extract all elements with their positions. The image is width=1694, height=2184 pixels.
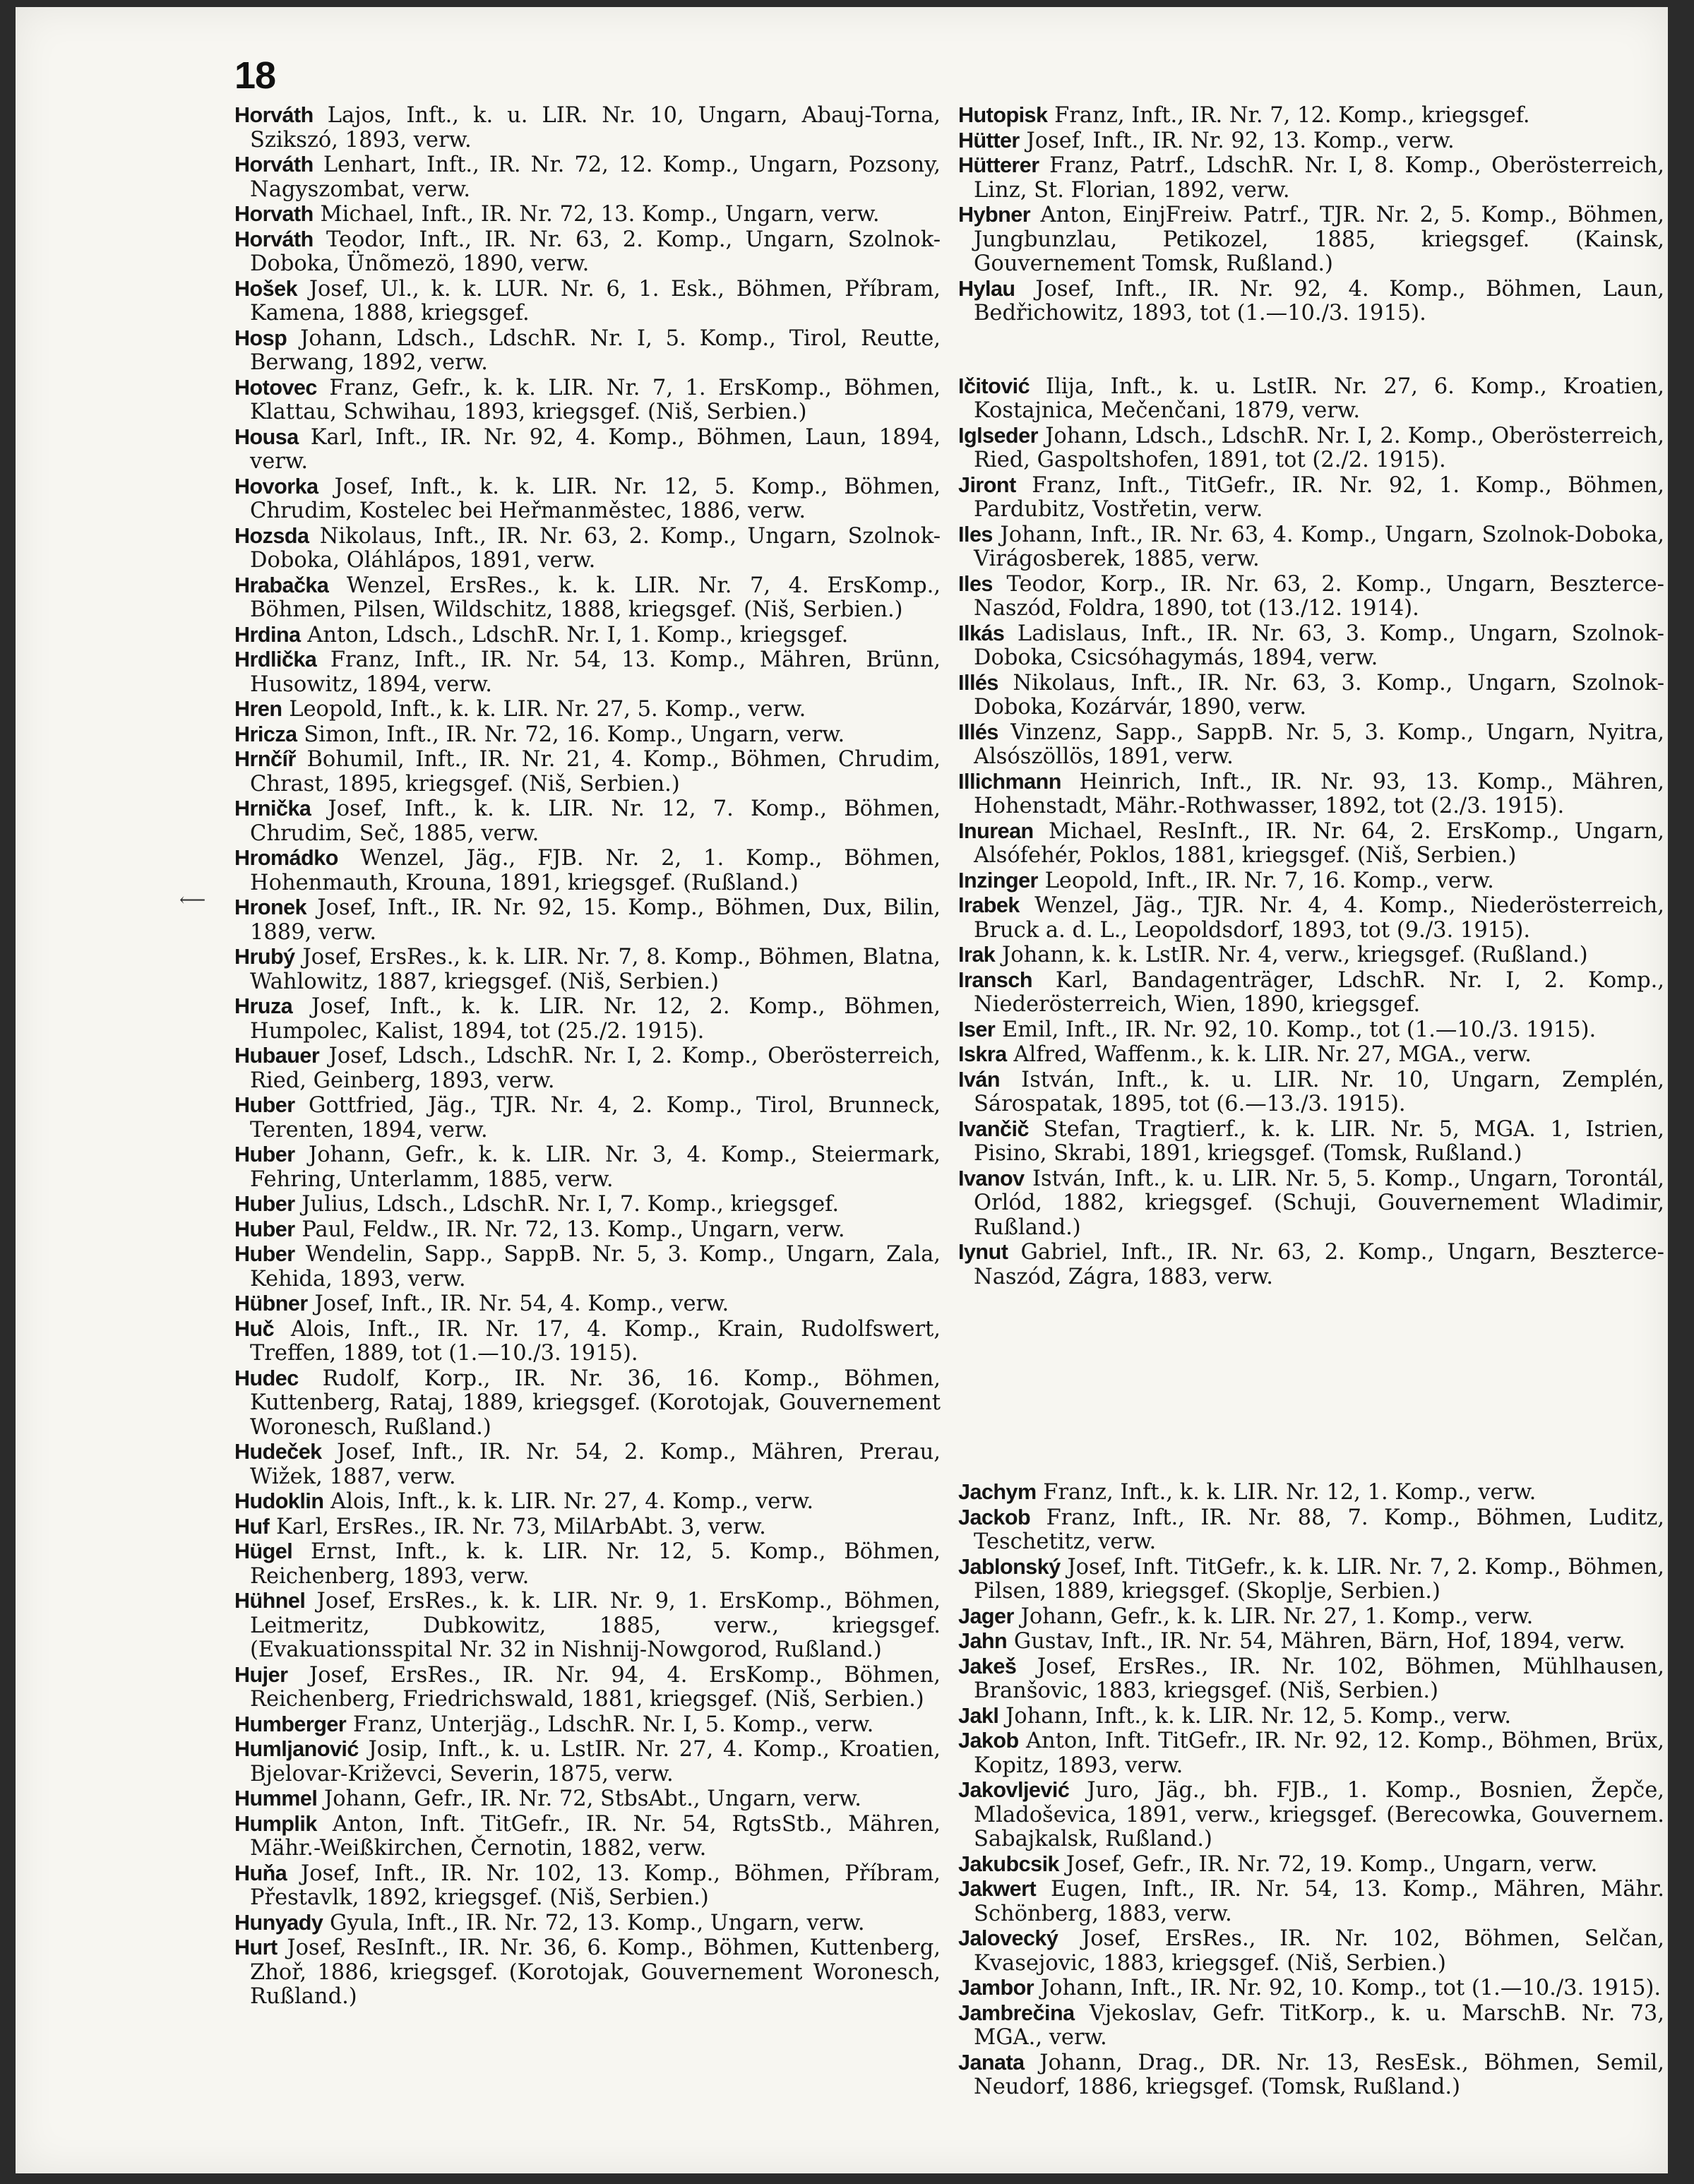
roll-entry [234,1911,941,1936]
entry-surname: Huňa [234,1861,287,1885]
entry-surname: Hujer [234,1662,288,1687]
roll-entry [234,1142,941,1192]
entry-surname: Jachym [958,1480,1037,1504]
roll-entry [958,277,1664,326]
entry-details: Johann, k. k. LstIR. Nr. 4, verw., kriegsgef. (Rußland.) [995,943,1588,967]
roll-entry [234,945,941,994]
page-number: 18 [234,54,276,97]
entry-surname: Ivanov [958,1166,1025,1191]
entry-details: Johann, Inft., IR. Nr. 63, 4. Komp., Ungarn, Szolnok-Doboka, Virágosberek, 1885, verw. [974,522,1664,571]
entry-surname: Iskra [958,1042,1007,1066]
roll-entry [958,2001,1664,2051]
entry-details: Josef, Inft., IR. Nr. 92, 15. Komp., Böhmen, Dux, Bilin, 1889, verw. [250,895,941,945]
entry-surname: Irabek [958,893,1020,917]
entry-surname: Hübner [234,1291,308,1315]
entry-surname: Hronek [234,895,307,919]
entry-surname: Iles [958,571,993,596]
entry-details: Anton, Ldsch., LdschR. Nr. I, 1. Komp., kriegsgef. [300,622,849,648]
entry-surname: Iynut [958,1240,1008,1264]
margin-arrow-mark: ⟵ [179,890,206,911]
entry-details: Josef, Inft., IR. Nr. 54, 4. Komp., verw. [307,1291,729,1316]
roll-entry [958,473,1664,523]
roll-entry [234,1712,941,1738]
roll-entry [234,1663,941,1712]
entry-details: István, Inft., k. u. LIR. Nr. 5, 5. Komp., Ungarn, Torontál, Orlód, 1882, kriegsgef. (Schuji, Gouvernement Wladimir, Rußland.) [974,1166,1664,1240]
entry-details: Josef, Inft., IR. Nr. 102, 13. Komp., Böhmen, Příbram, Přestavlk, 1892, kriegsgef. (Niš, Serbien.) [250,1861,941,1910]
entry-details: Karl, ErsRes., IR. Nr. 73, MilArbAbt. 3, verw. [269,1514,766,1539]
entry-surname: Hromádko [234,846,338,870]
entry-surname: Jakubcsik [958,1851,1060,1876]
roll-entry [234,202,941,227]
roll-entry [234,1242,941,1291]
entry-surname: Iván [958,1067,1001,1092]
entry-details: Franz, Inft., TitGefr., IR. Nr. 92, 1. Komp., Böhmen, Pardubitz, Vostřetin, verw. [974,472,1664,522]
roll-entry [234,1093,941,1142]
roll-entry [234,1440,941,1489]
entry-surname: Hozsda [234,523,309,548]
entry-surname: Hybner [958,203,1031,227]
roll-entry [958,1704,1664,1729]
roll-entry [958,1877,1664,1926]
roll-entry [958,770,1664,819]
entry-details: Franz, Patrf., LdschR. Nr. I, 8. Komp., Oberösterreich, Linz, St. Florian, 1892, verw. [974,153,1664,203]
entry-details: Michael, Inft., IR. Nr. 72, 13. Komp., Ungarn, verw. [313,202,880,227]
left-column [234,103,941,2010]
entry-surname: Inzinger [958,868,1038,893]
entry-details: Josef, Inft., IR. Nr. 92, 4. Komp., Böhmen, Laun, Bedřichowitz, 1893, tot (1.—10./3. 1915). [974,276,1664,326]
roll-entry [234,1317,941,1366]
roll-entry [234,994,941,1044]
entry-details: Simon, Inft., IR. Nr. 72, 16. Komp., Ungarn, verw. [297,722,845,747]
entry-surname: Illés [958,670,998,695]
entry-details: Josef, Ldsch., LdschR. Nr. I, 2. Komp., Oberösterreich, Ried, Geinberg, 1893, verw. [250,1044,941,1093]
entry-details: Rudolf, Korp., IR. Nr. 36, 16. Komp., Böhmen, Kuttenberg, Rataj, 1889, kriegsgef. (Korotojak, Gouvernement Woronesch, Rußland.) [250,1366,941,1440]
entry-surname: Hrnčíř [234,747,296,771]
entry-details: Johann, Gefr., IR. Nr. 72, StbsAbt., Ungarn, verw. [317,1786,861,1811]
roll-entry [234,722,941,748]
roll-entry [234,425,941,475]
entry-details: Anton, Inft. TitGefr., IR. Nr. 54, RgtsStb., Mähren, Mähr.-Weißkirchen, Černotin, 1882, verw. [250,1811,941,1861]
entry-surname: Hudec [234,1366,299,1390]
entry-details: Vjekoslav, Gefr. TitKorp., k. u. MarschB. Nr. 73, MGA., verw. [974,2000,1664,2050]
entry-details: Lajos, Inft., k. u. LIR. Nr. 10, Ungarn, Abauj-Torna, Szikszó, 1893, verw. [250,103,941,153]
entry-surname: Hrnička [234,796,311,821]
entry-details: Teodor, Korp., IR. Nr. 63, 2. Komp., Ungarn, Beszterce-Naszód, Foldra, 1890, tot (13./12. 1914). [974,571,1664,621]
roll-entry [958,1852,1664,1878]
entry-details: Josef, Ul., k. k. LUR. Nr. 6, 1. Esk., Böhmen, Příbram, Kamena, 1888, kriegsgef. [250,276,941,326]
entry-details: Franz, Inft., k. k. LIR. Nr. 12, 1. Komp., verw. [1036,1480,1537,1505]
entry-details: Josef, Inft., k. k. LIR. Nr. 12, 5. Komp., Böhmen, Chrudim, Kostelec bei Heřmanměstec, 1886, verw. [250,474,941,523]
section-gap [958,1289,1664,1480]
entry-surname: Jackob [958,1505,1031,1529]
entry-surname: Huber [234,1217,295,1241]
roll-entry [234,326,941,376]
roll-entry [958,1042,1664,1068]
entry-surname: Hrdina [234,622,301,647]
roll-entry [234,227,941,277]
entry-surname: Horváth [234,153,314,177]
roll-entry [958,893,1664,943]
entry-details: Johann, Inft., IR. Nr. 92, 10. Komp., tot (1.—10./3. 1915). [1034,1976,1662,2000]
roll-entry [958,720,1664,770]
roll-entry [958,1505,1664,1555]
entry-surname: Ilkás [958,621,1005,645]
roll-entry [958,1604,1664,1630]
entry-details: Alois, Inft., k. k. LIR. Nr. 27, 4. Komp., verw. [323,1489,814,1514]
entry-surname: Hrabačka [234,573,329,597]
entry-details: Franz, Unterjäg., LdschR. Nr. I, 5. Komp., verw. [346,1712,874,1737]
entry-surname: Janata [958,2050,1025,2075]
roll-entry [234,895,941,945]
entry-surname: Iglseder [958,423,1038,448]
entry-details: Gabriel, Inft., IR. Nr. 63, 2. Komp., Ungarn, Beszterce-Naszód, Zágra, 1883, verw. [974,1240,1664,1289]
entry-surname: Huč [234,1316,275,1341]
entry-details: Josef, ResInft., IR. Nr. 36, 6. Komp., Böhmen, Kuttenberg, Zhoř, 1886, kriegsgef. (Korotojak, Gouvernement Woronesch, Rußland.) [250,1935,941,2009]
roll-entry [958,153,1664,203]
entry-surname: Hruza [234,994,293,1018]
entry-surname: Illichmann [958,769,1061,794]
entry-surname: Jakeš [958,1654,1017,1678]
entry-details: Josef, Gefr., IR. Nr. 72, 19. Komp., Ungarn, verw. [1059,1851,1598,1877]
roll-entry [234,1515,941,1540]
entry-surname: Hühnel [234,1589,306,1613]
entry-surname: Hummel [234,1786,318,1810]
roll-entry [234,1812,941,1861]
roll-entry [958,1778,1664,1852]
entry-details: Lenhart, Inft., IR. Nr. 72, 12. Komp., Ungarn, Pozsony, Nagyszombat, verw. [250,153,941,202]
entry-surname: Illés [958,720,998,744]
entry-surname: Jakl [958,1703,999,1728]
roll-entry [958,1117,1664,1166]
roll-entry [234,846,941,895]
entry-details: Josef, ErsRes., IR. Nr. 102, Böhmen, Selčan, Kvasejovic, 1883, kriegsgef. (Niš, Serbien.) [974,1926,1664,1976]
roll-entry [234,1366,941,1440]
entry-surname: Hren [234,697,282,721]
roll-entry [234,1861,941,1911]
entry-surname: Hubauer [234,1044,320,1068]
roll-entry [234,1589,941,1663]
entry-surname: Hrubý [234,945,295,969]
entry-details: Franz, Inft., IR. Nr. 54, 13. Komp., Mähren, Brünn, Husowitz, 1894, verw. [250,648,941,697]
roll-entry [958,1068,1664,1117]
entry-surname: Huber [234,1142,295,1166]
roll-entry [234,1192,941,1217]
section-gap [958,326,1664,374]
entry-surname: Ičitović [958,374,1030,398]
roll-entry [234,376,941,425]
entry-surname: Hudoklin [234,1489,324,1513]
entry-details: Josef, ErsRes., k. k. LIR. Nr. 7, 8. Komp., Böhmen, Blatna, Wahlowitz, 1887, kriegsgef. (Niš, Serbien.) [250,945,941,994]
roll-entry [958,103,1664,129]
roll-entry [234,1044,941,1093]
entry-details: Johann, Ldsch., LdschR. Nr. I, 5. Komp., Tirol, Reutte, Berwang, 1892, verw. [250,326,941,375]
entry-details: Wenzel, ErsRes., k. k. LIR. Nr. 7, 4. ErsKomp., Böhmen, Pilsen, Wildschitz, 1888, kriegsgef. (Niš, Serbien.) [250,573,941,622]
entry-surname: Hovorka [234,474,318,499]
roll-entry [958,943,1664,968]
section-i [958,374,1664,1290]
entry-surname: Hudeček [234,1440,322,1464]
entry-surname: Jahn [958,1629,1008,1653]
entry-details: Heinrich, Inft., IR. Nr. 93, 13. Komp., Mähren, Hohenstadt, Mähr.-Rothwasser, 1892, tot (2./3. 1915). [974,769,1664,818]
entry-details: Karl, Inft., IR. Nr. 92, 4. Komp., Böhmen, Laun, 1894, verw. [250,424,941,474]
entry-details: Leopold, Inft., k. k. LIR. Nr. 27, 5. Komp., verw. [282,697,806,722]
roll-entry [234,697,941,722]
entry-surname: Huf [234,1514,270,1539]
entry-surname: Hügel [234,1539,293,1563]
roll-entry [234,1489,941,1515]
entry-surname: Jakwert [958,1877,1037,1901]
entry-surname: Hosp [234,326,287,350]
roll-entry [958,1240,1664,1289]
entry-surname: Iles [958,522,993,547]
entry-surname: Hošek [234,276,298,301]
entry-surname: Irak [958,943,996,967]
roll-entry [234,1291,941,1317]
roll-entry [234,475,941,524]
entry-details: Johann, Drag., DR. Nr. 13, ResEsk., Böhmen, Semil, Neudorf, 1886, kriegsgef. (Tomsk, Rußland.) [974,2050,1664,2099]
entry-surname: Hrdlička [234,648,317,672]
roll-entry [958,1018,1664,1043]
entry-details: Josef, Inft., IR. Nr. 92, 13. Komp., verw. [1019,128,1455,153]
roll-entry [958,1555,1664,1604]
entry-details: Vinzenz, Sapp., SappB. Nr. 5, 3. Komp., Ungarn, Nyitra, Alsószöllös, 1891, verw. [974,720,1664,769]
document-page [16,7,1668,2173]
entry-details: Josef, ErsRes., IR. Nr. 102, Böhmen, Mühlhausen, Branšovic, 1883, kriegsgef. (Niš, Serbien.) [974,1654,1664,1703]
entry-details: Stefan, Tragtierf., k. k. LIR. Nr. 5, MGA. 1, Istrien, Pisino, Skrabi, 1891, kriegsgef. (Tomsk, Rußland.) [974,1116,1664,1166]
roll-entry [234,623,941,648]
entry-details: Wenzel, Jäg., TJR. Nr. 4, 4. Komp., Niederösterreich, Bruck a. d. L., Leopoldsdorf, 1893, tot (9./3. 1915). [974,893,1664,943]
entry-surname: Jambrečina [958,2000,1075,2025]
entry-surname: Jiront [958,472,1016,497]
roll-entry [958,523,1664,572]
entry-details: Gottfried, Jäg., TJR. Nr. 4, 2. Komp., Tirol, Brunneck, Terenten, 1894, verw. [250,1093,941,1142]
entry-surname: Ivančič [958,1116,1029,1141]
entry-surname: Humplik [234,1811,317,1836]
entry-details: Ernst, Inft., k. k. LIR. Nr. 12, 5. Komp., Böhmen, Reichenberg, 1893, verw. [250,1539,941,1589]
entry-details: Franz, Gefr., k. k. LIR. Nr. 7, 1. ErsKomp., Böhmen, Klattau, Schwihau, 1893, kriegsgef. (Niš, Serbien.) [250,375,941,424]
roll-entry [958,1629,1664,1654]
roll-entry [234,796,941,846]
entry-surname: Hotovec [234,375,317,400]
entry-details: Eugen, Inft., IR. Nr. 54, 13. Komp., Mähren, Mähr. Schönberg, 1883, verw. [974,1877,1664,1926]
roll-entry [958,819,1664,869]
entry-details: István, Inft., k. u. LIR. Nr. 10, Ungarn, Zemplén, Sárospatak, 1895, tot (6.—13./3. 1915). [974,1067,1664,1116]
entry-surname: Humljanović [234,1737,359,1761]
roll-entry [958,1166,1664,1241]
roll-entry [234,648,941,697]
entry-details: Anton, EinjFreiw. Patrf., TJR. Nr. 2, 5. Komp., Böhmen, Jungbunzlau, Petikozel, 1885, kriegsgef. (Kainsk, Gouvernement Tomsk, Rußland.) [974,203,1664,276]
entry-details: Franz, Inft., IR. Nr. 7, 12. Komp., kriegsgef. [1047,103,1530,128]
roll-entry [958,374,1664,424]
roll-entry [234,103,941,153]
entry-surname: Jakovljević [958,1778,1070,1802]
entry-details: Karl, Bandagenträger, LdschR. Nr. I, 2. Komp., Niederösterreich, Wien, 1890, kriegsgef. [974,967,1664,1017]
entry-details: Emil, Inft., IR. Nr. 92, 10. Komp., tot (1.—10./3. 1915). [995,1017,1597,1042]
entry-surname: Iser [958,1017,996,1042]
roll-entry [234,1935,941,2010]
roll-entry [958,1729,1664,1778]
roll-entry [958,129,1664,154]
entry-surname: Jakob [958,1729,1019,1753]
entry-details: Wenzel, Jäg., FJB. Nr. 2, 1. Komp., Böhmen, Hohenmauth, Krouna, 1891, kriegsgef. (Rußland.) [250,846,941,895]
roll-entry [958,1654,1664,1704]
entry-details: Josef, ErsRes., IR. Nr. 94, 4. ErsKomp., Böhmen, Reichenberg, Friedrichswald, 1881, kriegsgef. (Niš, Serbien.) [250,1662,941,1712]
entry-surname: Jalovecký [958,1926,1058,1950]
entry-surname: Inurean [958,818,1034,843]
entry-details: Anton, Inft. TitGefr., IR. Nr. 92, 12. Komp., Böhmen, Brüx, Kopitz, 1893, verw. [974,1729,1664,1778]
entry-surname: Hunyady [234,1910,323,1935]
right-column [958,103,1664,2100]
entry-details: Bohumil, Inft., IR. Nr. 21, 4. Komp., Böhmen, Chrudim, Chrast, 1895, kriegsgef. (Niš, Serbien.) [250,747,941,796]
entry-surname: Iransch [958,967,1032,992]
section-h-continued [958,103,1664,326]
entry-details: Alois, Inft., IR. Nr. 17, 4. Komp., Krain, Rudolfswert, Treffen, 1889, tot (1.—10./3. 1915). [250,1316,941,1366]
entry-details: Johann, Gefr., k. k. LIR. Nr. 3, 4. Komp., Steiermark, Fehring, Unterlamm, 1885, verw. [250,1142,941,1192]
entry-surname: Hricza [234,722,297,746]
entry-surname: Jablonský [958,1554,1061,1579]
entry-details: Franz, Inft., IR. Nr. 88, 7. Komp., Böhmen, Luditz, Teschetitz, verw. [974,1505,1664,1554]
entry-surname: Housa [234,424,299,449]
roll-entry [958,869,1664,894]
entry-details: Ilija, Inft., k. u. LstIR. Nr. 27, 6. Komp., Kroatien, Kostajnica, Mečenčani, 1879, verw. [974,374,1664,423]
section-j [958,1480,1664,2100]
roll-entry [958,621,1664,671]
roll-entry [958,1480,1664,1505]
roll-entry [958,1926,1664,1976]
entry-surname: Jager [958,1604,1014,1628]
entry-details: Josef, Inft. TitGefr., k. k. LIR. Nr. 7, 2. Komp., Böhmen, Pilsen, 1889, kriegsgef. (Skoplje, Serbien.) [974,1554,1664,1604]
roll-entry [958,203,1664,277]
roll-entry [958,671,1664,720]
entry-surname: Jambor [958,1976,1034,2000]
entry-details: Josef, Inft., k. k. LIR. Nr. 12, 7. Komp., Böhmen, Chrudim, Seč, 1885, verw. [250,796,941,846]
entry-details: Teodor, Inft., IR. Nr. 63, 2. Komp., Ungarn, Szolnok-Doboka, Ünõmezö, 1890, verw. [250,227,941,276]
roll-entry [234,277,941,326]
roll-entry [958,424,1664,473]
entry-surname: Humberger [234,1712,347,1736]
roll-entry [234,1786,941,1812]
entry-surname: Hurt [234,1935,278,1959]
roll-entry [958,968,1664,1018]
entry-details: Wendelin, Sapp., SappB. Nr. 5, 3. Komp., Ungarn, Zala, Kehida, 1893, verw. [250,1242,941,1291]
roll-entry [234,153,941,202]
entry-surname: Horváth [234,227,314,251]
entry-surname: Huber [234,1242,295,1266]
entry-surname: Horváth [234,103,314,127]
entry-surname: Hutopisk [958,103,1048,127]
entry-surname: Huber [234,1192,295,1216]
roll-entry [234,1737,941,1786]
entry-details: Josef, Inft., k. k. LIR. Nr. 12, 2. Komp., Böhmen, Humpolec, Kalist, 1894, tot (25./2. 1915). [250,994,941,1044]
roll-entry [958,572,1664,621]
entry-details: Johann, Inft., k. k. LIR. Nr. 12, 5. Komp., verw. [998,1703,1512,1729]
entry-details: Johann, Ldsch., LdschR. Nr. I, 2. Komp., Oberösterreich, Ried, Gaspoltshofen, 1891, tot (2./2. 1915). [974,423,1664,472]
entry-details: Leopold, Inft., IR. Nr. 7, 16. Komp., verw. [1037,868,1494,893]
roll-entry [234,524,941,573]
entry-details: Juro, Jäg., bh. FJB., 1. Komp., Bosnien, Žepče, Mladoševica, 1891, verw., kriegsgef. (Berecowka, Gouvernem. Sabajkalsk, Rußland.) [974,1778,1664,1851]
roll-entry [234,1217,941,1243]
entry-details: Julius, Ldsch., LdschR. Nr. I, 7. Komp., kriegsgef. [294,1192,840,1217]
entry-surname: Huber [234,1093,295,1117]
entry-surname: Hütter [958,128,1020,153]
entry-surname: Horvath [234,202,314,226]
entry-details: Paul, Feldw., IR. Nr. 72, 13. Komp., Ungarn, verw. [294,1217,845,1242]
entry-details: Gustav, Inft., IR. Nr. 54, Mähren, Bärn, Hof, 1894, verw. [1007,1629,1626,1654]
entry-details: Alfred, Waffenm., k. k. LIR. Nr. 27, MGA., verw. [1006,1042,1532,1067]
entry-details: Josip, Inft., k. u. LstIR. Nr. 27, 4. Komp., Kroatien, Bjelovar-Križevci, Severin, 1875, verw. [250,1737,941,1786]
entry-details: Ladislaus, Inft., IR. Nr. 63, 3. Komp., Ungarn, Szolnok-Doboka, Csicsóhagymás, 1894, verw. [974,621,1664,670]
entry-details: Johann, Gefr., k. k. LIR. Nr. 27, 1. Komp., verw. [1013,1604,1534,1629]
roll-entry [958,1976,1664,2001]
entry-details: Gyula, Inft., IR. Nr. 72, 13. Komp., Ungarn, verw. [323,1910,865,1935]
entry-details: Michael, ResInft., IR. Nr. 64, 2. ErsKomp., Ungarn, Alsófehér, Poklos, 1881, kriegsgef. (Niš, Serbien.) [974,818,1664,868]
entry-details: Nikolaus, Inft., IR. Nr. 63, 3. Komp., Ungarn, Szolnok-Doboka, Kozárvár, 1890, verw. [974,670,1664,720]
roll-entry [234,1539,941,1589]
entry-surname: Hütterer [958,153,1039,177]
roll-entry [234,747,941,796]
entry-details: Josef, ErsRes., k. k. LIR. Nr. 9, 1. ErsKomp., Böhmen, Leitmeritz, Dubkowitz, 1885, verw., kriegsgef. (Evakuationsspital Nr. 32 in Nishnij-Nowgorod, Rußland.) [250,1589,941,1662]
roll-entry [234,573,941,623]
entry-details: Nikolaus, Inft., IR. Nr. 63, 2. Komp., Ungarn, Szolnok-Doboka, Oláhlápos, 1891, verw. [250,523,941,573]
roll-entry [958,2051,1664,2100]
entry-surname: Hylau [958,276,1015,301]
entry-details: Josef, Inft., IR. Nr. 54, 2. Komp., Mähren, Prerau, Wižek, 1887, verw. [250,1440,941,1489]
